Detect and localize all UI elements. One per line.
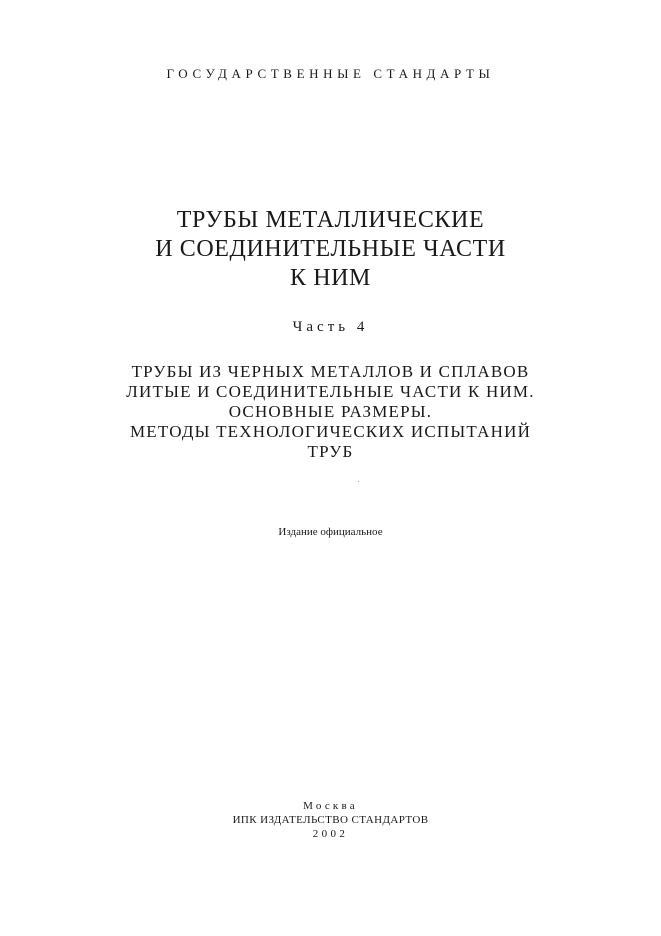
- paper-speck: [358, 481, 359, 482]
- subtitle-line: ТРУБЫ ИЗ ЧЕРНЫХ МЕТАЛЛОВ И СПЛАВОВ: [131, 362, 530, 381]
- part-label: Часть 4: [292, 319, 369, 335]
- subtitle-line: ОСНОВНЫЕ РАЗМЕРЫ.: [228, 402, 433, 421]
- subtitle-line: МЕТОДЫ ТЕХНОЛОГИЧЕСКИХ ИСПЫТАНИЙ: [129, 422, 532, 441]
- document-title: [0, 206, 661, 293]
- subtitle-line: ЛИТЫЕ И СОЕДИНИТЕЛЬНЫЕ ЧАСТИ К НИМ.: [126, 382, 535, 401]
- imprint-city: Москва: [303, 800, 358, 812]
- document-subtitle: [0, 362, 661, 462]
- title-line: ТРУБЫ МЕТАЛЛИЧЕСКИЕ: [176, 207, 485, 233]
- edition-note: Издание официальное: [278, 526, 383, 538]
- series-header: ГОСУДАРСТВЕННЫЕ СТАНДАРТЫ: [166, 66, 495, 81]
- title-line: И СОЕДИНИТЕЛЬНЫЕ ЧАСТИ: [155, 236, 506, 262]
- title-line: К НИМ: [289, 265, 371, 291]
- imprint-publisher: ИПК ИЗДАТЕЛЬСТВО СТАНДАРТОВ: [232, 814, 429, 826]
- subtitle-line: ТРУБ: [307, 442, 354, 461]
- imprint-year: 2002: [312, 828, 349, 840]
